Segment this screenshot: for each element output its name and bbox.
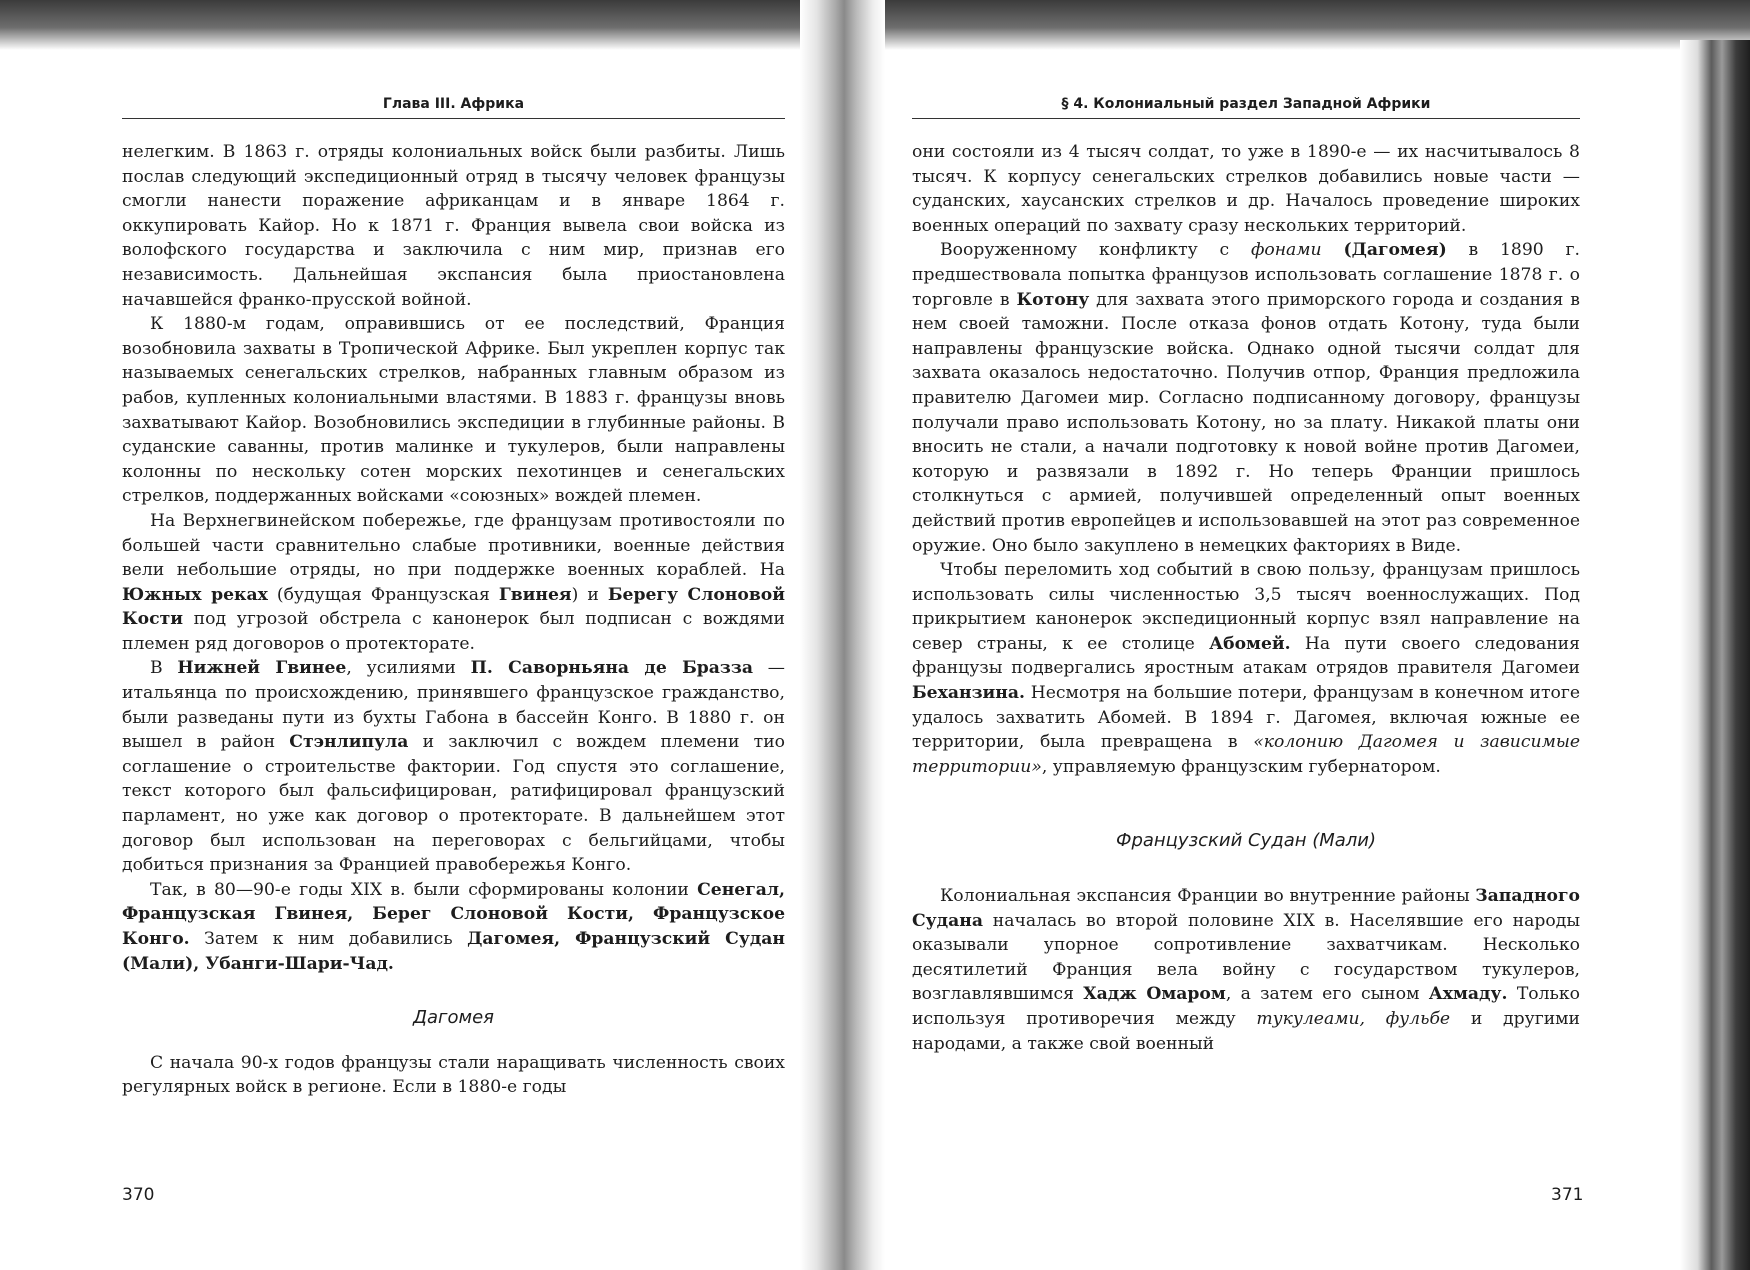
text-run: (будущая Французская [267, 584, 499, 605]
paragraph [122, 878, 785, 976]
bold-term: Дагомея, Французский Судан (Мали), Убанги-Шари-Чад. [122, 929, 786, 974]
bold-term: Гвинея [498, 584, 572, 605]
text-run: началась во второй половине XIX в. Населявшие его народы оказывали упорное сопротивление захватчикам. Несколько десятилетий Франция вела войну с государством тукулеров, возглавлявшимся [912, 910, 1580, 1005]
paragraph [912, 238, 1580, 558]
left-page [122, 95, 785, 1100]
page-number-right: 371 [1551, 1185, 1584, 1205]
paragraph: К 1880-м годам, оправившись от ее последствий, Франция возобновила захваты в Тропической Африке. Был укреплен корпус так называемых сенегальских стрелков, набранных главным образом из рабов, купленных колониальными властями. В 1883 г. французы вновь захватывают Кайор. Возобновились экспедиции в глубинные районы. В суданские саванны, против малинке и тукулеров, были направлены колонны по нескольку сотен морских пехотинцев и сенегальских стрелков, поддержанных войсками «союзных» вождей племен. [122, 314, 785, 507]
text-run: Так, в 80—90-е годы XIX в. были сформированы колонии [150, 879, 698, 900]
italic-term: фонами [1250, 240, 1322, 261]
text-run: На пути своего следования французы подвергались яростным атакам отрядов правителя Дагомеи [912, 633, 1580, 679]
bold-term: П. Саворньяна де Браззa [470, 658, 753, 679]
section-title-dahomey: Дагомея [412, 1007, 495, 1029]
bold-term: Котону [1016, 289, 1090, 310]
bold-term: Беханзина. [912, 683, 1026, 704]
paragraph: нелегким. В 1863 г. отряды колониальных войск были разбиты. Лишь послав следующий экспедиционный отряд в тысячу человек французы смогли нанести поражение африканцам и в январе 1864 г. оккупировать Кайор. Но к 1871 г. Франция вывела свои войска из волофского государства и заключила с ним мир, признав его независимость. Дальнейшая экспансия была приостановлена начавшейся франко-прусской войной. [122, 142, 785, 310]
text-run: ) и [571, 584, 608, 605]
right-running-head: § 4. Колониальный раздел Западной Африки [912, 95, 1580, 119]
section-title-french-sudan: Французский Судан (Мали) [1115, 830, 1377, 852]
text-run: Вооруженному конфликту с [940, 240, 1251, 261]
text-run [1322, 240, 1344, 260]
paragraph [122, 656, 785, 877]
bold-term: Абомей. [1209, 633, 1291, 654]
text-run: и другими народами, а также свой военный [912, 1009, 1580, 1054]
bold-term: Западного Судана [912, 886, 1580, 931]
text-run: , а затем его сыном [1225, 984, 1429, 1005]
text-run: для захвата этого приморского города и создания в нем своей таможни. После отказа фонов отдать Котону, туда были направлены французские войска. Однако одной тысячи солдат для захвата оказалось недостаточно. Получив отпор, Франция предложила правителю Дагомеи мир. Согласно подписанному договору, французы получали право использовать Котону, но за плату. Никакой платы они вносить не стали, а начали подготовку к новой войне против Дагомеи, которую и развязали в 1892 г. Но теперь Франции пришлось столкнуться с армией, получившей определенный опыт военных действий против европейцев и использовавшей на этот раз современное оружие. Оно было закуплено в немецких факториях в Виде. [912, 289, 1580, 556]
right-page-text [912, 140, 1580, 1056]
italic-term: «колонию Дагомея и зависимые территории» [912, 732, 1580, 777]
text-run: — итальянца по происхождению, принявшего французское гражданство, были разведаны пути из бухты Габона в бассейн Конго. В 1880 г. он вышел в район [122, 658, 785, 753]
bold-term: Ахмаду. [1428, 984, 1508, 1005]
bold-term: Хадж Омаром [1083, 984, 1226, 1005]
text-run: , усилиями [346, 658, 471, 679]
paragraph: они состояли из 4 тысяч солдат, то уже в 1890-е — их насчитывалось 8 тысяч. К корпусу сенегальских стрелков добавились новые части — суданских, хаусанских стрелков и др. Началось проведение широких военных операций по захвату сразу нескольких территорий. [912, 142, 1580, 236]
bold-term: Нижней Гвинее [177, 658, 347, 679]
paragraph [912, 558, 1580, 779]
text-run: Затем к ним добавились [189, 929, 468, 949]
text-run: , управляемую французским губернатором. [1041, 756, 1441, 777]
text-run: в 1890 г. предшествовала попытка французов использовать соглашение 1878 г. о торговле в [912, 240, 1580, 310]
left-running-head: Глава III. Африка [122, 95, 785, 119]
bold-term: (Дагомея) [1343, 240, 1447, 261]
text-run: Несмотря на большие потери, французам в конечном итоге удалось захватить Абомей. В 1894 г. Дагомея, включая южные ее территории, была превращена в [912, 683, 1580, 753]
text-run: Колониальная экспансия Франции во внутренние районы [940, 886, 1476, 907]
text-run: и заключил с вождем племени тио соглашение о строительстве фактории. Год спустя это соглашение, текст которого был фальсифицирован, ратифицировал французский парламент, но уже как договор о протекторате. В дальнейшем этот договор был использован на переговорах с бельгийцами, чтобы добиться признания за Францией правобережья Конго. [122, 732, 785, 876]
paragraph: С начала 90-х годов французы стали наращивать численность своих регулярных войск в регионе. Если в 1880-е годы [122, 1052, 785, 1098]
italic-term: тукулеами, фульбе [1256, 1009, 1451, 1029]
text-run: Чтобы переломить ход событий в свою пользу, французам пришлось использовать силы численностью 3,5 тысяч военнослужащих. Под прикрытием канонерок экспедиционный корпус взял направление на север страны, к ее столице [912, 560, 1580, 654]
bold-term: Стэнлипула [289, 732, 409, 753]
paragraph [122, 509, 785, 657]
bold-term: Берегу Слоновой Кости [122, 584, 785, 630]
text-run: Только используя противоречия между [912, 984, 1580, 1029]
page-number-left: 370 [122, 1185, 155, 1205]
right-page [912, 95, 1580, 1056]
bold-term: Сенегал, Французская Гвинея, Берег Слоновой Кости, Французское Конго. [122, 879, 785, 949]
text-run: В [150, 658, 178, 679]
text-run: На Верхнегвинейском побережье, где французам противостояли по большей части сравнительно слабые противники, военные действия вели небольшие отряды, но при поддержке военных кораблей. На [122, 510, 785, 581]
bold-term: Южных реках [122, 584, 268, 605]
paragraph [912, 884, 1580, 1056]
book-gutter [800, 0, 885, 1270]
left-page-text [122, 140, 785, 1100]
book-page-edge [1680, 40, 1750, 1270]
text-run: под угрозой обстрела с канонерок был подписан с вождями племен ряд договоров о протекторате. [122, 609, 785, 654]
